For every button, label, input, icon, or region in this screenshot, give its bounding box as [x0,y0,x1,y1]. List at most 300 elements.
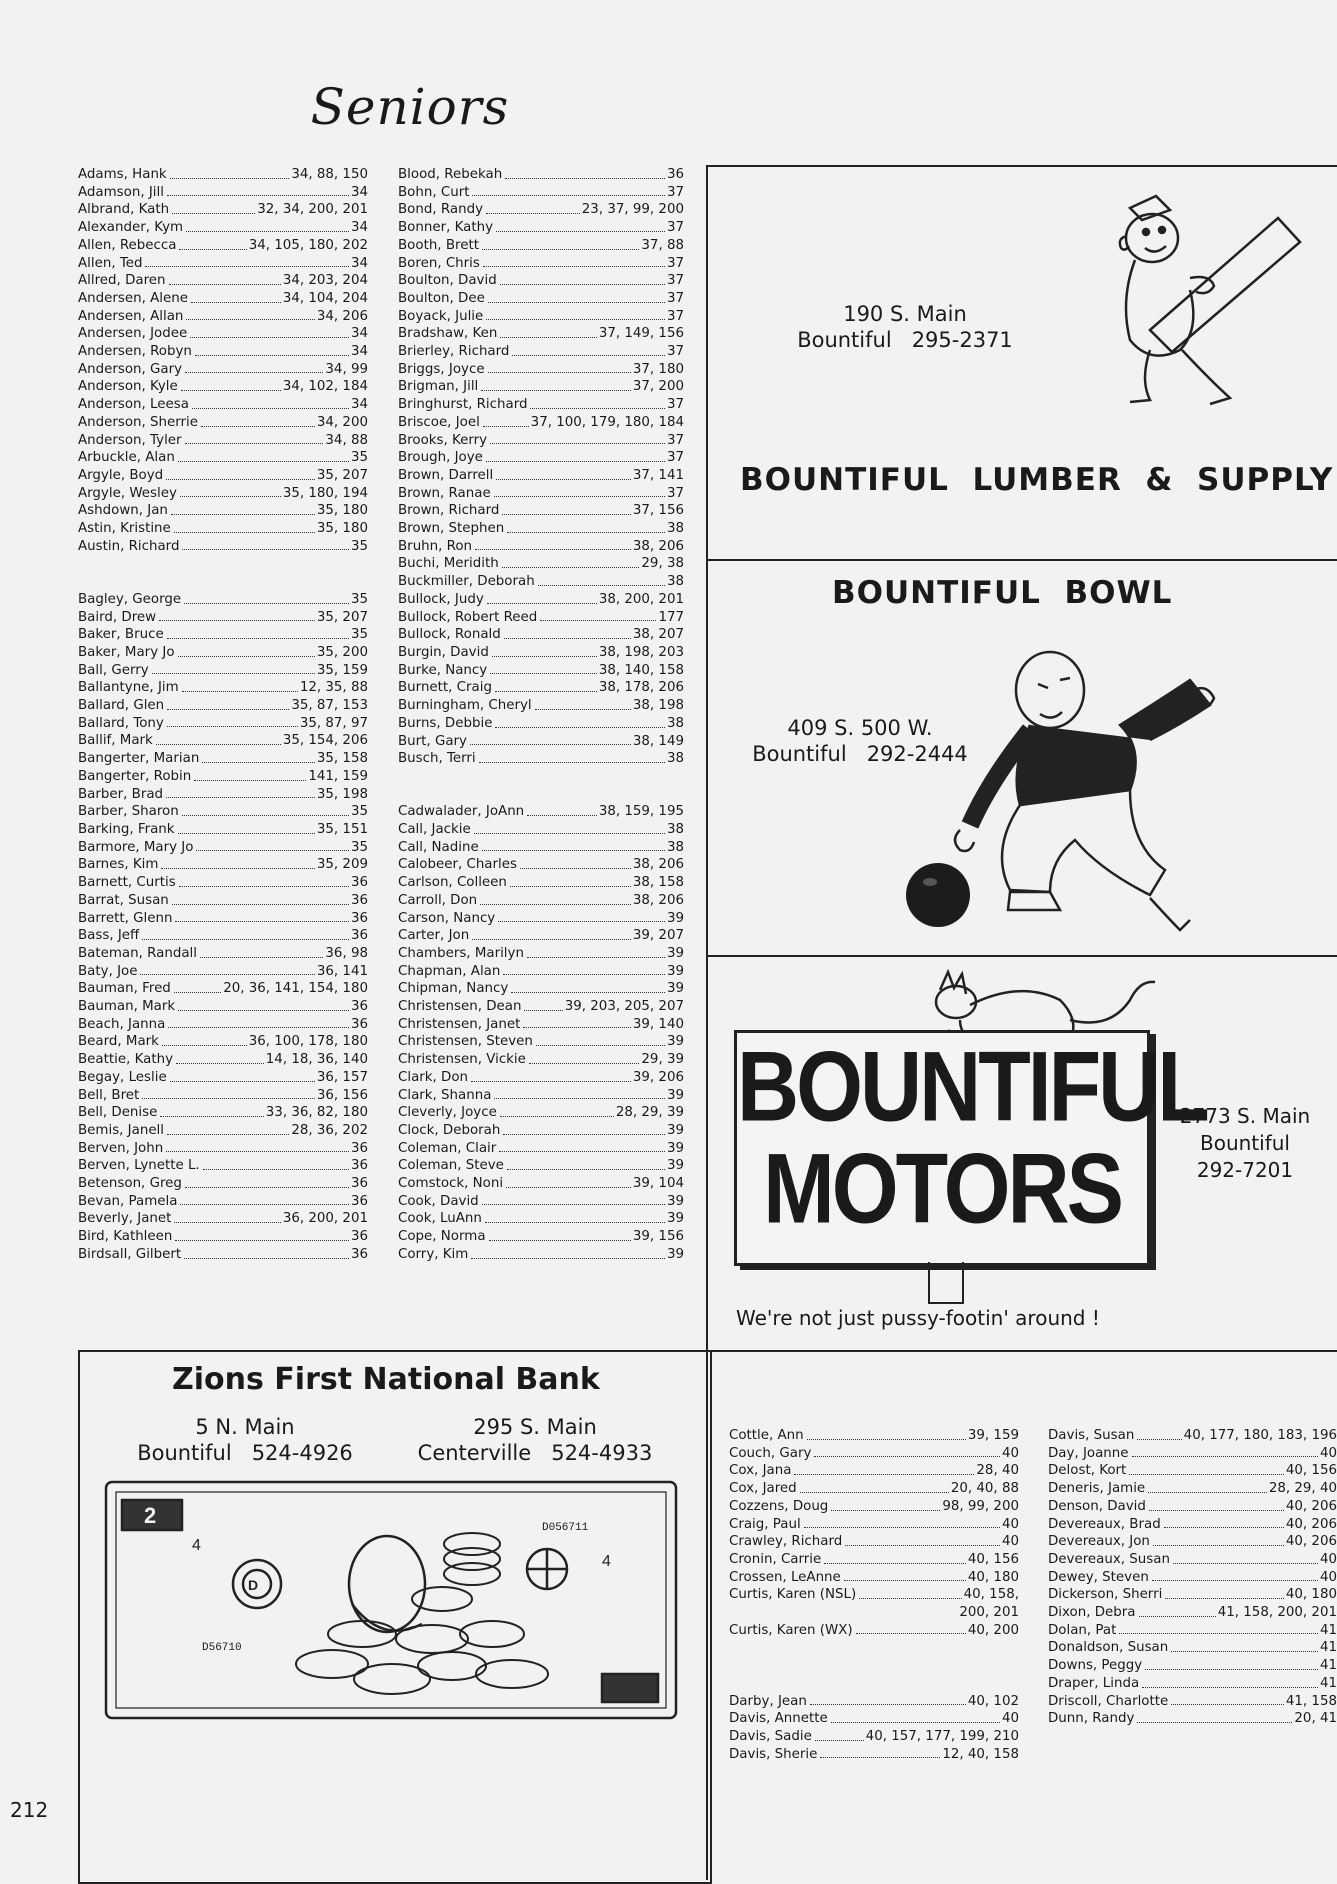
index-leader-dots [1137,1710,1292,1723]
index-entry-name: Barber, Brad [78,786,164,802]
index-entry-name: Baird, Drew [78,609,157,625]
index-leader-dots [490,432,665,445]
index-entry [78,1175,368,1193]
index-entry-pages: 36 [350,1140,368,1156]
index-entry-pages: 39 [666,963,684,979]
index-leader-dots [195,343,349,356]
index-leader-dots [167,715,298,728]
index-entry-pages: 35, 180 [316,521,368,537]
index-entry-name: Bradshaw, Ken [398,326,498,342]
bank-branch-2-street: 295 S. Main [473,1415,597,1439]
index-entry-name: Berven, Lynette L. [78,1158,200,1174]
index-entry-name: Cox, Jared [729,1481,797,1497]
index-entry [78,856,368,874]
index-entry [1048,1533,1337,1551]
index-entry-pages: 40 [1001,1445,1019,1461]
index-leader-dots [535,697,631,710]
index-entry-pages: 40, 158, [963,1587,1019,1603]
index-entry-name: Berven, John [78,1140,164,1156]
index-entry-pages: 33, 36, 82, 180 [265,1105,368,1121]
motors-phone: 292-7201 [1196,1158,1294,1182]
index-entry-pages: 40, 206 [1285,1534,1337,1550]
index-entry [78,945,368,963]
index-entry-pages: 35, 154, 206 [282,733,368,749]
index-entry [78,715,368,733]
index-leader-dots [178,644,315,657]
index-gap [78,555,368,573]
index-entry [78,467,368,485]
index-leader-dots [1139,1604,1216,1617]
index-entry [78,697,368,715]
index-entry [729,1604,1019,1622]
index-leader-dots [190,325,349,338]
index-entry [78,237,368,255]
index-entry [78,1140,368,1158]
index-entry-name: Bond, Randy [398,202,484,218]
index-entry-name: Crossen, LeAnne [729,1569,841,1585]
index-entry [78,786,368,804]
index-entry-name: Dickerson, Sherri [1048,1587,1163,1603]
index-entry [729,1693,1019,1711]
index-entry [1048,1551,1337,1569]
index-leader-dots [191,290,281,303]
index-entry-name: Briscoe, Joel [398,414,480,430]
index-entry-name: Begay, Leslie [78,1069,167,1085]
index-leader-dots [1152,1569,1318,1582]
index-entry-pages: 35, 180 [316,503,368,519]
index-leader-dots [472,184,664,197]
index-entry [398,1033,684,1051]
index-entry [78,963,368,981]
index-leader-dots [174,980,221,993]
index-leader-dots [181,378,281,391]
index-entry [398,626,684,644]
index-entry-name: Beach, Janna [78,1016,166,1032]
index-entry-name: Beattie, Kathy [78,1052,174,1068]
index-entry [398,998,684,1016]
index-entry-name: Craig, Paul [729,1516,801,1532]
index-leader-dots [859,1586,961,1599]
index-entry-name: Brown, Richard [398,503,500,519]
bill-portrait [349,1536,425,1632]
index-entry-pages: 39, 140 [632,1016,684,1032]
index-entry [729,1586,1019,1604]
index-entry-pages: 38, 207 [632,627,684,643]
index-entry-name: Dixon, Debra [1048,1605,1136,1621]
index-leader-dots [481,378,631,391]
index-entry-name: Crawley, Richard [729,1534,843,1550]
index-entry-pages: 38, 206 [632,538,684,554]
index-entry-pages: 36 [350,875,368,891]
index-entry-pages: 36 [350,910,368,926]
index-entry-name: Barnett, Curtis [78,875,176,891]
index-entry-name: Barking, Frank [78,821,175,837]
index-leader-dots [504,626,631,639]
index-leader-dots [179,874,349,887]
index-leader-dots [810,1693,966,1706]
index-entry-pages: 37 [666,220,684,236]
index-entry-name: Ballantyne, Jim [78,680,179,696]
index-entry-pages: 40, 206 [1285,1498,1337,1514]
index-entry-name: Bohn, Curt [398,184,470,200]
index-entry-pages: 38, 149 [632,733,684,749]
index-entry-pages: 39 [666,1246,684,1262]
index-leader-dots [500,1104,614,1117]
motors-sign [734,1030,1207,1266]
index-entry [398,255,684,273]
index-entry-name: Delost, Kort [1048,1463,1127,1479]
index-entry-pages: 39, 207 [632,928,684,944]
index-entry-name: Briggs, Joyce [398,361,485,377]
index-entry-pages: 38, 140, 158 [598,662,684,678]
index-entry-name: Blood, Rebekah [398,167,503,182]
index-entry-name: Bullock, Ronald [398,627,501,643]
index-entry-pages: 40 [1319,1551,1337,1567]
lumber-board [1150,218,1300,352]
bank-branch-1 [120,1414,370,1466]
index-leader-dots [1145,1657,1318,1670]
index-leader-dots [170,1069,315,1082]
index-entry-pages: 37 [666,397,684,413]
index-entry-name: Anderson, Leesa [78,397,189,413]
index-leader-dots [492,644,597,657]
motors-sign-line1: BOUNTIFUL [737,1031,1207,1143]
index-entry-name: Beard, Mark [78,1034,159,1050]
index-leader-dots [200,945,323,958]
index-entry-pages: 38, 159, 195 [598,804,684,820]
page-number: 212 [10,1798,49,1822]
index-entry-name: Denson, David [1048,1498,1146,1514]
index-entry-name: Beverly, Janet [78,1211,172,1227]
index-leader-dots [1137,1427,1181,1440]
index-entry [78,361,368,379]
index-entry-pages: 35, 207 [316,467,368,483]
index-entry [78,1016,368,1034]
index-entry-pages: 29, 39 [641,1052,684,1068]
index-entry-name: Boulton, Dee [398,290,485,306]
motors-sign-line2: MOTORS [763,1133,1121,1245]
index-leader-dots [831,1498,940,1511]
index-entry [398,573,684,591]
index-entry-name: Donaldson, Susan [1048,1640,1169,1656]
index-entry [78,166,368,184]
index-entry-name: Devereaux, Susan [1048,1551,1170,1567]
index-entry [398,927,684,945]
index-entry [398,272,684,290]
index-entry-pages: 36 [350,1246,368,1262]
index-entry [398,945,684,963]
motors-street: 2773 S. Main [1179,1104,1311,1128]
index-entry-name: Ball, Gerry [78,662,149,678]
index-entry-name: Bevan, Pamela [78,1193,178,1209]
index-entry-pages: 38, 200, 201 [598,591,684,607]
index-entry-name: Bonner, Kathy [398,220,494,236]
index-leader-dots [1153,1533,1284,1546]
index-entry-name: Bagley, George [78,591,182,607]
index-entry-name: Cox, Jana [729,1463,792,1479]
index-entry-name: Anderson, Gary [78,361,183,377]
index-entry [729,1427,1019,1445]
index-leader-dots [482,1193,665,1206]
index-leader-dots [184,591,349,604]
index-entry [1048,1675,1337,1693]
index-entry-name: Chambers, Marilyn [398,945,524,961]
index-leader-dots [495,679,597,692]
index-entry-name: Andersen, Robyn [78,344,192,360]
index-entry-pages: 40, 180 [967,1569,1019,1585]
index-entry [78,732,368,750]
index-entry-name: Burt, Gary [398,733,467,749]
index-gap [729,1657,1019,1675]
index-entry-pages: 200, 201 [959,1605,1019,1621]
index-leader-dots [156,732,281,745]
index-entry-pages: 36 [666,167,684,182]
bank-branch-2 [400,1414,670,1466]
index-entry [729,1710,1019,1728]
index-entry [78,255,368,273]
index-leader-dots [142,1087,315,1100]
index-entry-pages: 36 [350,1158,368,1174]
index-entry-pages: 39, 104 [632,1176,684,1192]
index-entry [398,520,684,538]
index-entry-pages: 35 [350,839,368,855]
index-leader-dots [185,1175,349,1188]
index-entry-pages: 37 [666,255,684,271]
coins-pile [296,1533,548,1694]
index-leader-dots [483,414,529,427]
index-entry-pages: 37 [666,308,684,324]
index-leader-dots [496,219,665,232]
index-entry-pages: 177 [658,609,684,625]
index-leader-dots [506,1175,631,1188]
index-leader-dots [520,856,631,869]
index-entry-pages: 34 [350,184,368,200]
index-entry [398,715,684,733]
index-entry [78,520,368,538]
index-leader-dots [167,1122,289,1135]
bowler-pants [1002,790,1165,895]
index-leader-dots [1119,1622,1318,1635]
index-entry [398,609,684,627]
index-entry-name: Allred, Daren [78,273,166,289]
index-leader-dots [474,821,665,834]
index-entry-name: Devereaux, Jon [1048,1534,1150,1550]
index-leader-dots [471,1069,631,1082]
index-entry-pages: 35, 209 [316,857,368,873]
sign-post [928,1262,964,1304]
index-entry-name: Bird, Kathleen [78,1229,173,1245]
index-entry-name: Call, Nadine [398,839,479,855]
index-entry [398,910,684,928]
index-entry-name: Birdsall, Gilbert [78,1246,182,1262]
index-entry-name: Clark, Shanna [398,1087,492,1103]
index-leader-dots [831,1710,1000,1723]
index-entry [78,679,368,697]
index-entry-pages: 40 [1001,1534,1019,1550]
index-entry-name: Bangerter, Robin [78,768,192,784]
index-entry-pages: 34, 206 [316,308,368,324]
index-leader-dots [527,945,665,958]
index-entry-pages: 37, 156 [632,503,684,519]
index-entry-pages: 34, 104, 204 [282,290,368,306]
index-entry-name: Christensen, Steven [398,1034,533,1050]
index-entry-pages: 35, 198 [316,786,368,802]
index-leader-dots [512,343,665,356]
index-leader-dots [488,361,631,374]
index-entry-name: Burns, Debbie [398,715,493,731]
index-entry [398,361,684,379]
index-entry [78,609,368,627]
index-leader-dots [202,750,315,763]
index-entry-pages: 39 [666,1122,684,1138]
index-entry [398,1140,684,1158]
index-leader-dots [470,733,631,746]
index-entry [78,839,368,857]
index-leader-dots [180,485,281,498]
index-entry-name: Comstock, Noni [398,1176,504,1192]
bowler-illustration [900,630,1300,950]
lumber-street: 190 S. Main [843,302,967,326]
index-leader-dots [175,1228,349,1241]
index-entry-name: Allen, Ted [78,255,143,271]
index-leader-dots [180,1193,349,1206]
index-entry-pages: 39 [666,910,684,926]
index-entry [78,927,368,945]
index-entry-name: Bell, Denise [78,1105,158,1121]
index-leader-dots [169,272,281,285]
index-entry-name: Burgin, David [398,644,489,660]
index-entry [78,432,368,450]
svg-text:4: 4 [192,1537,201,1554]
index-entry [398,325,684,343]
index-entry-name: Bringhurst, Richard [398,397,528,413]
index-entry-name: Draper, Linda [1048,1675,1140,1691]
index-entry [78,892,368,910]
index-entry [78,502,368,520]
index-entry-name: Day, Joanne [1048,1445,1129,1461]
index-entry-name: Ballard, Glen [78,698,165,714]
index-leader-dots [482,237,639,250]
index-entry [1048,1657,1337,1675]
bank-name: Zions First National Bank [172,1362,600,1397]
index-entry-name: Barrat, Susan [78,892,169,908]
index-leader-dots [196,839,349,852]
index-entry-pages: 39, 203, 205, 207 [564,999,684,1015]
index-entry-pages: 38, 198 [632,698,684,714]
index-leader-dots [856,1622,966,1635]
bowl-city-phone: Bountiful 292-2444 [752,742,968,766]
index-entry-name: Arbuckle, Alan [78,450,175,466]
index-entry [78,343,368,361]
index-entry-name: Adams, Hank [78,167,167,182]
index-entry-name: Baty, Joe [78,963,138,979]
index-leader-dots [527,803,597,816]
index-leader-dots [807,1427,966,1440]
index-entry-pages: 35, 158 [316,751,368,767]
index-entry-pages: 39 [666,1193,684,1209]
index-entry-name: Curtis, Karen (NSL) [729,1587,857,1603]
index-leader-dots [486,201,580,214]
index-entry-name: Anderson, Tyler [78,432,182,448]
index-entry-name: Ballard, Tony [78,715,164,731]
index-entry [78,1069,368,1087]
index-leader-dots [488,290,665,303]
index-entry-name: Bauman, Fred [78,981,171,997]
index-entry [78,644,368,662]
index-entry [78,449,368,467]
index-entry-pages: 37, 200 [632,379,684,395]
index-entry [398,1087,684,1105]
index-entry-pages: 36 [350,1176,368,1192]
index-entry-pages: 38 [666,574,684,590]
index-entry [398,1104,684,1122]
index-entry-name: Devereaux, Brad [1048,1516,1161,1532]
index-leader-dots [182,679,298,692]
index-entry-pages: 12, 35, 88 [299,680,368,696]
index-entry-name: Bell, Bret [78,1087,140,1103]
index-entry-pages: 37 [666,184,684,200]
index-leader-dots [168,1016,349,1029]
index-entry [78,910,368,928]
index-entry-pages: 35 [350,450,368,466]
index-entry-pages: 35, 180, 194 [282,485,368,501]
index-entry-pages: 34, 203, 204 [282,273,368,289]
index-entry-pages: 28, 40 [976,1463,1019,1479]
index-entry [398,414,684,432]
index-leader-dots [186,219,349,232]
index-entry [398,856,684,874]
index-entry [398,485,684,503]
index-entry-name: Boren, Chris [398,255,480,271]
index-leader-dots [182,803,349,816]
index-entry-pages: 38, 206 [632,857,684,873]
index-entry [1048,1693,1337,1711]
bowl-street: 409 S. 500 W. [787,716,933,740]
index-entry [78,980,368,998]
index-entry-name: Barber, Sharon [78,804,179,820]
index-entry [729,1728,1019,1746]
index-entry-pages: 38 [666,839,684,855]
index-leader-dots [540,609,656,622]
index-leader-dots [166,786,315,799]
index-leader-dots [500,325,596,338]
index-entry [398,378,684,396]
index-entry [398,396,684,414]
index-entry-pages: 40, 156 [967,1551,1019,1567]
index-entry [78,1122,368,1140]
index-entry-name: Downs, Peggy [1048,1658,1143,1674]
index-leader-dots [176,1051,264,1064]
index-entry [398,201,684,219]
index-entry-pages: 34, 88 [325,432,368,448]
index-entry [78,308,368,326]
index-entry-name: Andersen, Alene [78,290,188,306]
index-entry-pages: 28, 29, 40 [1268,1481,1337,1497]
index-entry-pages: 36, 157 [316,1069,368,1085]
index-entry-name: Andersen, Jodee [78,326,188,342]
index-entry-name: Cook, David [398,1193,479,1209]
index-leader-dots [524,998,562,1011]
index-entry-pages: 34, 105, 180, 202 [248,237,368,253]
index-entry-pages: 20, 36, 141, 154, 180 [223,981,368,997]
index-leader-dots [167,626,349,639]
index-entry-name: Boulton, David [398,273,497,289]
lumber-address [770,301,1040,353]
index-entry-pages: 40, 157, 177, 199, 210 [865,1728,1019,1744]
index-entry-pages: 34 [350,220,368,236]
index-entry [78,396,368,414]
index-entry [398,697,684,715]
